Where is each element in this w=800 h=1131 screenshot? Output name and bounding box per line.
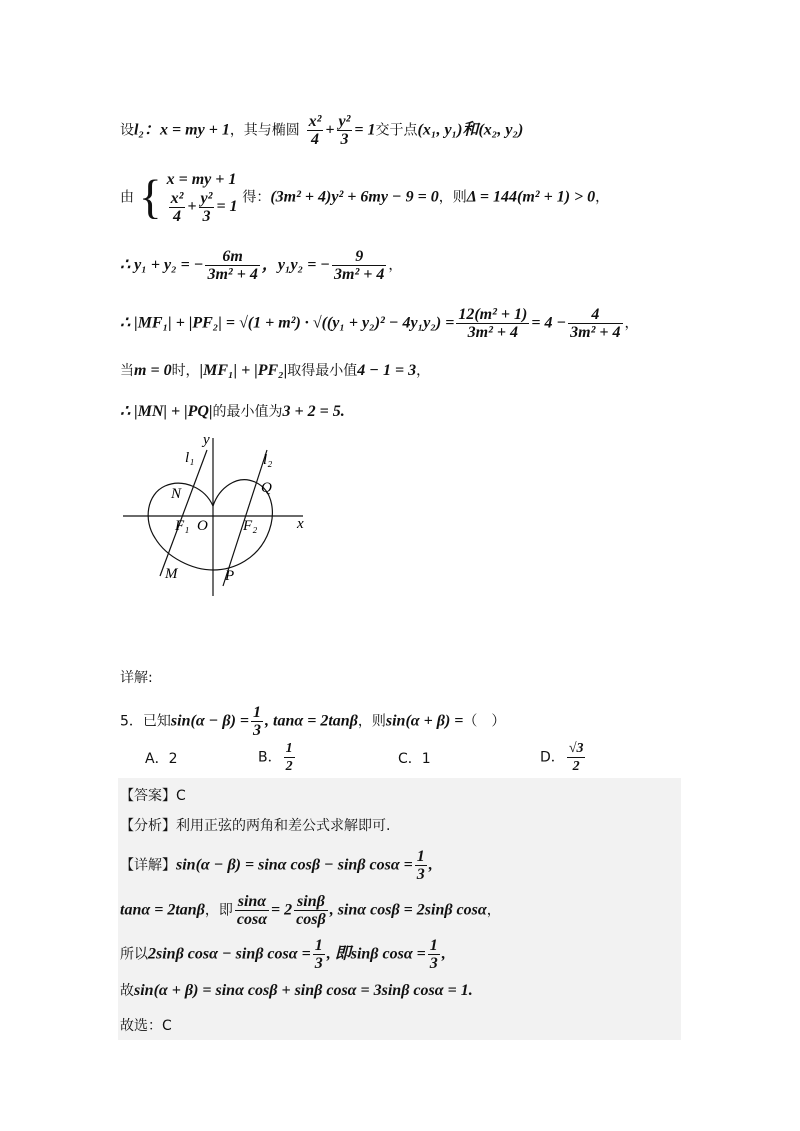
analysis-line: 【分析】利用正弦的两角和差公式求解即可. [120,818,391,834]
option-b[interactable]: B． $\frac{1}{2}$ [258,741,293,774]
line-l1 [160,450,207,576]
label-l1: l₁ [185,450,195,466]
solution-line-3: ∴ y₁ + y₂ = − $\frac{6m}{\text{3m² + 4}}$ ，y₁y₂ = − $\frac{9}{\text{3m² + 4}}$ ， [120,248,403,283]
equation-system: x = my + 1 $\frac{\text{x²}}{4}$ + $\frac{\text{y²}}{3}$ = 1 [166,171,238,225]
option-d[interactable]: D． $\frac{√3}{2}$ [540,741,584,774]
question-5: 5．已知sin(α − β) = $\frac{1}{3}$ , tanα = 2tanβ，则sin(α + β) =（ ） [120,704,506,739]
label-F2: F₂ [243,518,258,534]
detail-line-1: 【详解】sin(α − β) = sinα cosβ − sinβ cosα = $\frac{1}{3}$ , [120,848,433,883]
label-P: P [225,568,235,584]
label-y: y [203,432,210,448]
option-a[interactable]: A．2 [145,751,178,767]
label-N: N [171,486,182,502]
answer-line: 【答案】C [120,788,186,804]
system-brace: { [138,170,162,224]
intersection-points: (x₁, y₁)和(x₂, y₂) [417,121,524,139]
text-you: 由 [120,189,134,206]
option-c[interactable]: C．1 [398,751,431,767]
label-Q: Q [261,480,272,496]
label-x: x [297,516,304,532]
detail-line-4: 故sin(α + β) = sinα cosβ + sinβ cosα = 3sinβ cosα = 1. [120,982,473,999]
label-l2: l₂ [263,452,273,468]
choice-line: 故选：C [120,1018,172,1034]
label-l2: l₂： [134,121,161,139]
solution-line-4: ∴ |MF₁| + |PF₂| = √(1 + m²) · √((y₁ + y₂)² − 4y₁y₂) = $\frac{\text{12(m² + 1)}}{\text{3m² + 4}}$ = 4 − $\frac{4}{\text{3m² + 4}}$ ， [120,306,639,341]
distance-sum-expression: ∴ |MF₁| + |PF₂| = √(1 + m²) · √((y₁ + y₂)² − 4y₁y₂) = [120,314,455,332]
detail-label: 详解: [120,670,153,686]
detail-line-2: tanα = 2tanβ，即 $\frac{\sin\alpha}{\cos\alpha}$ = 2 $\frac{\sin\beta}{\cos\beta}$ , sinα cosβ = 2sinβ cosα， [120,893,501,928]
solution-line-2: 由 { x = my + 1 $\frac{\text{x²}}{4}$ + $\frac{\text{y²}}{3}$ = 1 得：(3m² + 4)y² + 6my − 9 = 0，则Δ = 144(m² + 1) > 0， [120,170,610,225]
discriminant: Δ = 144(m² + 1) > 0 [466,188,596,206]
label-F1: F₁ [175,518,190,534]
detail-line-3: 所以2sinβ cosα − sinβ cosα = $\frac{1}{3}$ , 即sinβ cosα = $\frac{1}{3}$ , [120,937,446,972]
solution-line-6: ∴ |MN| + |PQ|的最小值为3 + 2 = 5. [120,403,345,420]
label-M: M [165,566,178,582]
solution-line-1: 设l₂：x = my + 1，其与椭圆 $\frac{\text{x²}}{4}$ + $\frac{\text{y²}}{3}$ = 1交于点(x₁, y₁)和(x₂, y₂) [120,113,524,148]
solution-line-5: 当m = 0时，|MF₁| + |PF₂|取得最小值4 − 1 = 3， [120,362,431,379]
label-O: O [197,518,208,534]
quadratic-equation: (3m² + 4)y² + 6my − 9 = 0 [270,188,439,206]
text-she: 设 [120,122,134,139]
heart-curve-figure [115,428,315,598]
text-intersect: 交于点 [375,122,418,139]
fraction-y2-over-3: $\frac{\text{y²}}{3}$ [338,113,351,148]
line-equation: x = my + 1 [160,121,230,139]
text-ellipse: ，其与椭圆 [229,122,300,139]
fraction-x2-over-4: $\frac{\text{x²}}{4}$ [308,113,322,148]
